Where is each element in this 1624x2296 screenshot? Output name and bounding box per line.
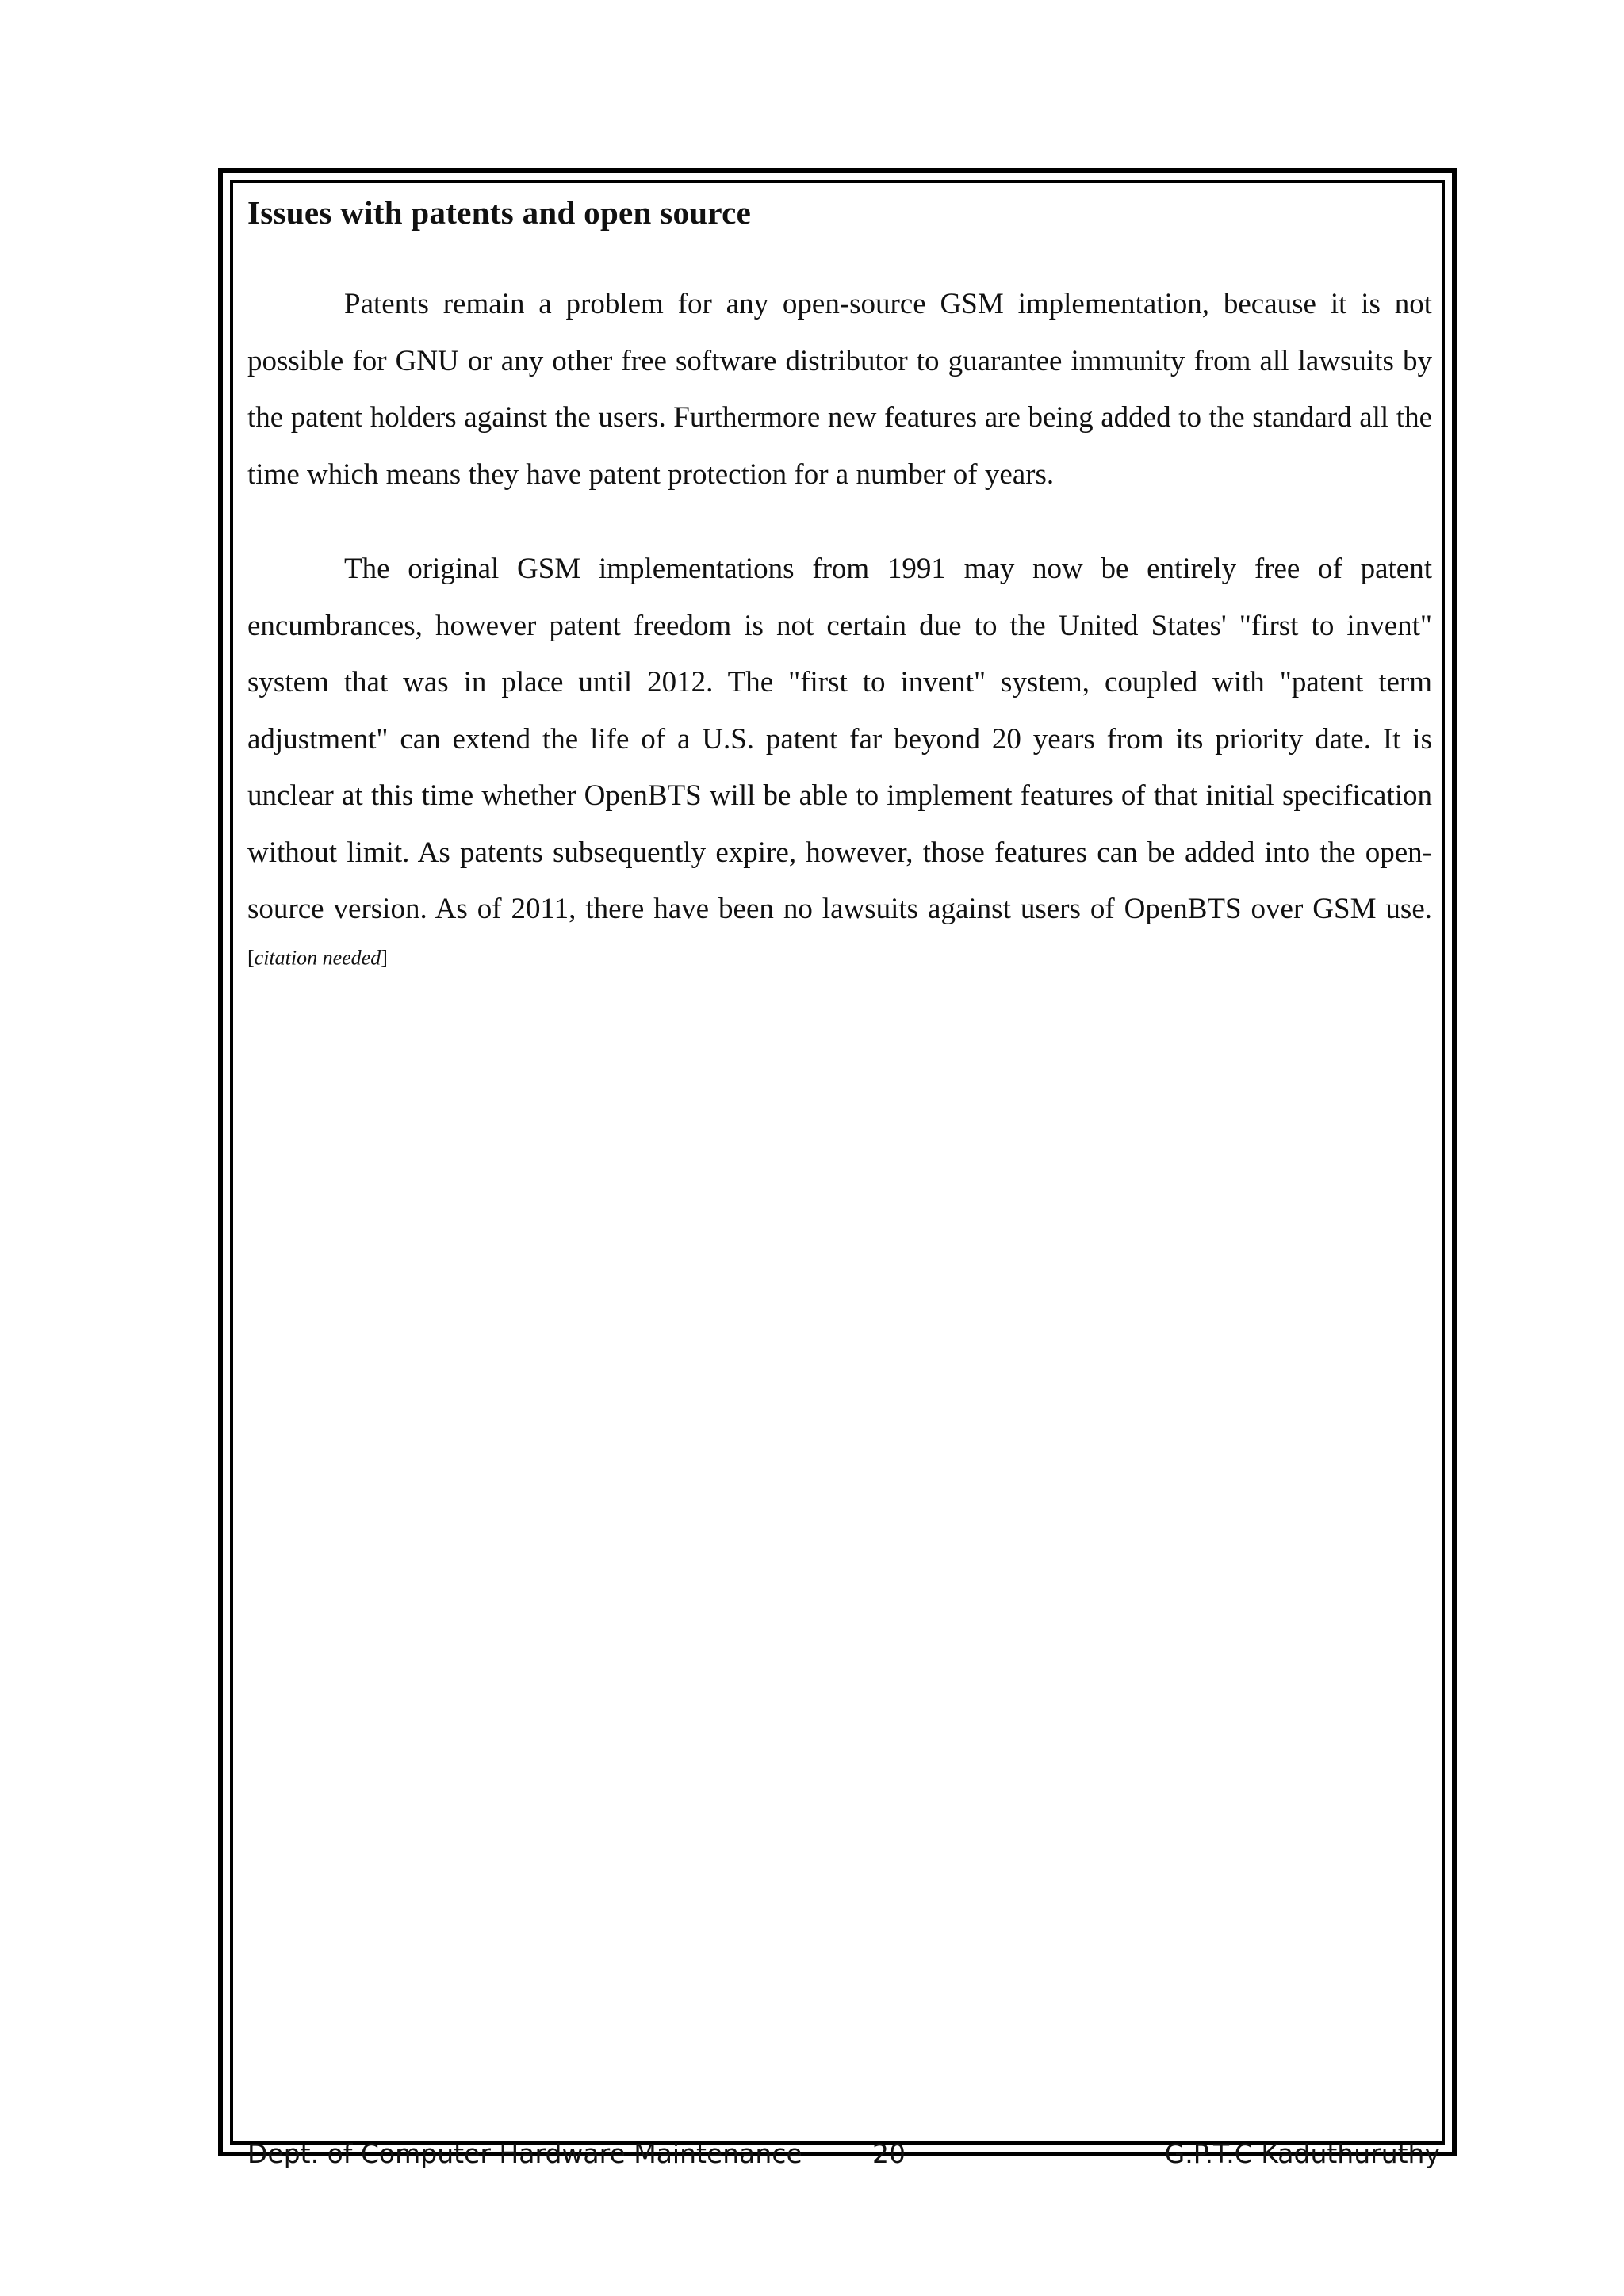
footer-department: Dept. of Computer Hardware Maintenance	[247, 2138, 802, 2169]
paragraph-1: Patents remain a problem for any open-source GSM implementation, because it is not possible for GNU or any other free software distributor to guarantee immunity from all lawsuits by the patent holders against the users. Furthermore new features are being added to the standard all the time which means they have patent protection for a number of years.	[247, 288, 1432, 491]
footer-page-number: 20	[872, 2138, 906, 2169]
paragraph-2	[247, 541, 1432, 994]
page-content	[247, 193, 1432, 1032]
citation-needed-link[interactable]: citation needed	[254, 946, 381, 970]
paragraph-2-text: The original GSM implementations from 1991 may now be entirely free of patent encumbrances, however patent freedom is not certain due to the United States' "first to invent" system that was in place until 2012. The "first to invent" system, coupled with "patent term adjustment" can extend the life of a U.S. patent far beyond 20 years from its priority date. It is unclear at this time whether OpenBTS will be able to implement features of that initial specification without limit. As patents subsequently expire, however, those features can be added into the open-source version. As of 2011, there have been no lawsuits against users of OpenBTS over GSM use.	[247, 553, 1432, 925]
citation-bracket-open: [	[247, 946, 255, 970]
section-heading: Issues with patents and open source	[247, 194, 752, 231]
page-footer	[0, 2138, 1624, 2178]
footer-institution: G.P.T.C Kaduthuruthy	[1164, 2138, 1440, 2169]
citation-bracket-close: ]	[381, 946, 388, 970]
